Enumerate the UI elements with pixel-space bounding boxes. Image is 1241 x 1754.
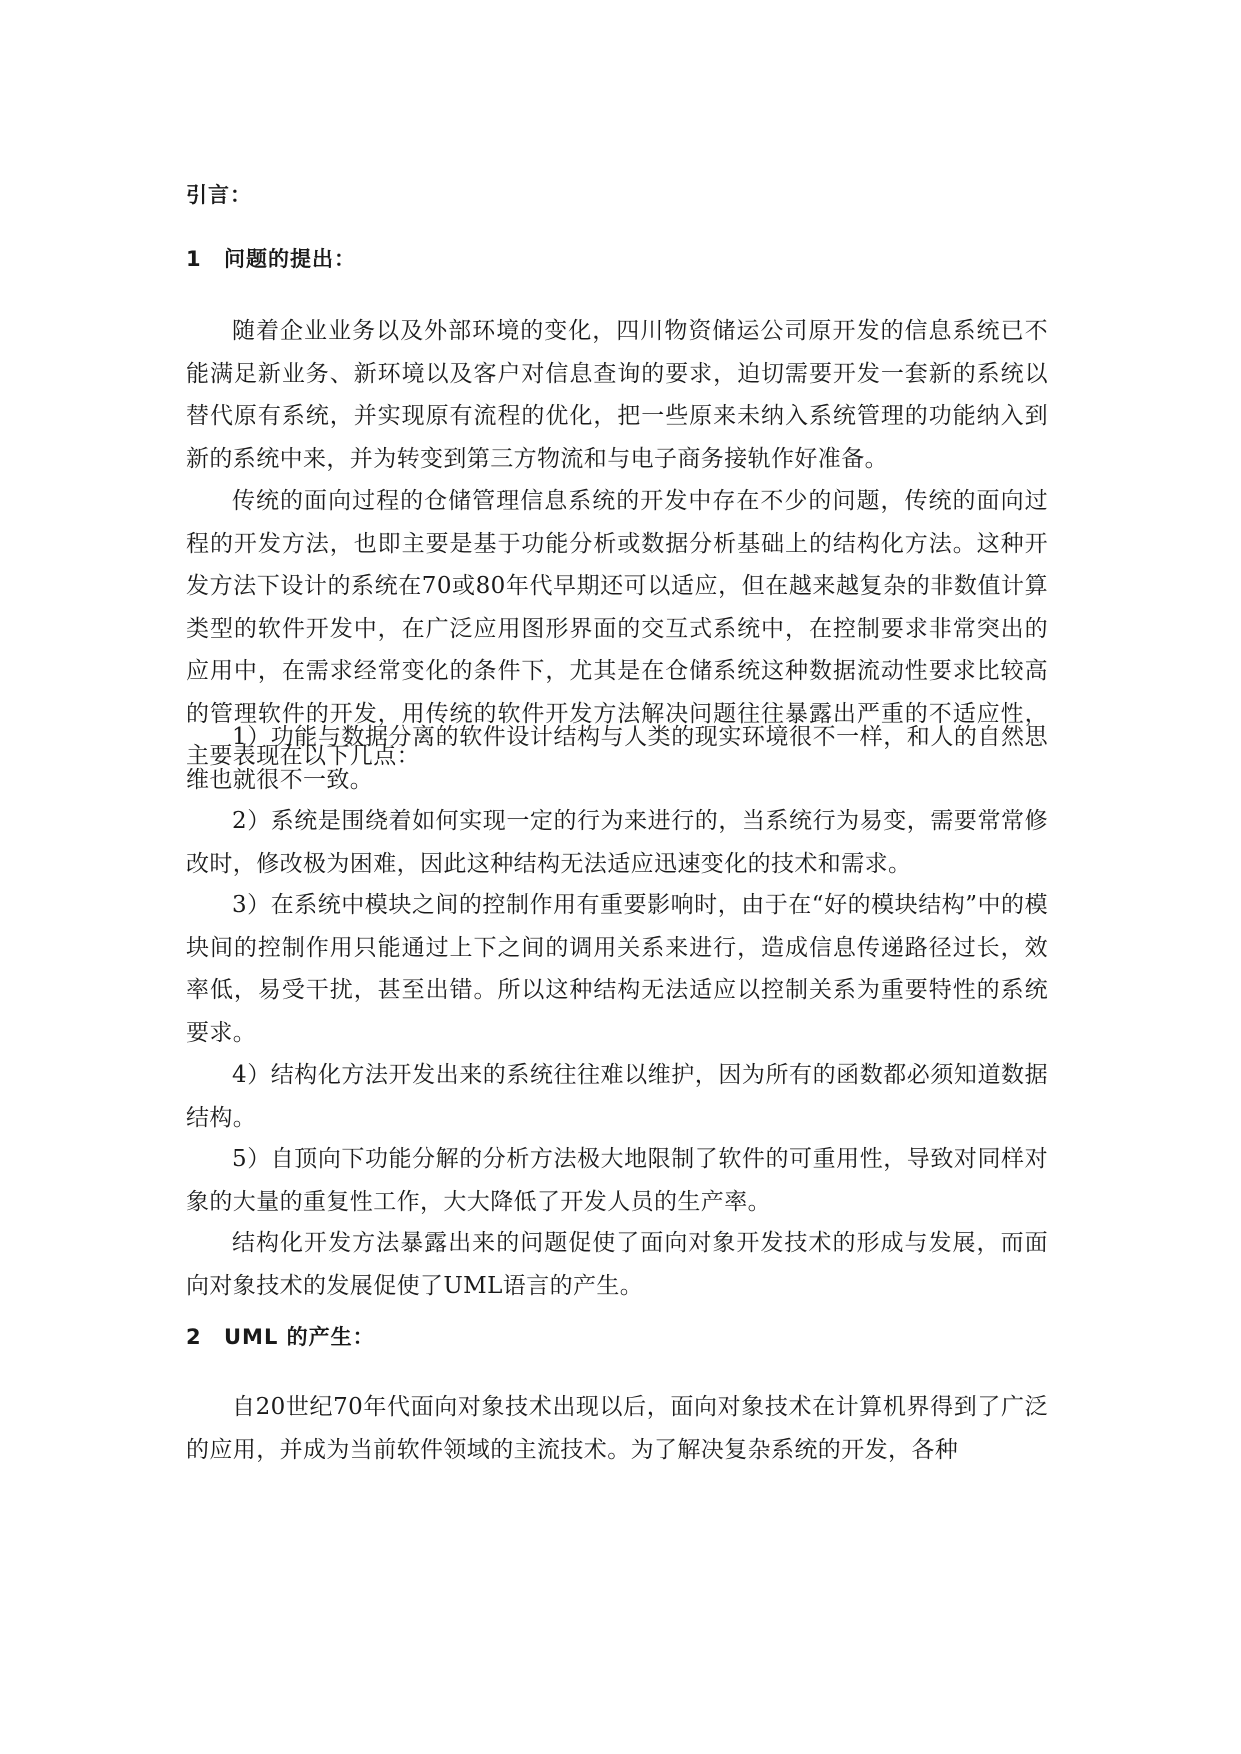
paragraph-point-3: 3）在系统中模块之间的控制作用有重要影响时，由于在“好的模块结构”中的模块间的控制作用只能通过上下之间的调用关系来进行，造成信息传递路径过长，效率低，易受干扰，甚至出错。所以这种结构无法适应以控制关系为重要特性的系统要求。 (186, 892, 1048, 1046)
paragraph-point-4: 4）结构化方法开发出来的系统往往难以维护，因为所有的函数都必须知道数据结构。 (186, 1062, 1048, 1131)
paragraph-uml-origin: 自20世纪70年代面向对象技术出现以后，面向对象技术在计算机界得到了广泛的应用，并成为当前软件领域的主流技术。为了解决复杂系统的开发，各种 (186, 1394, 1048, 1463)
section-1-number: 1 (186, 247, 202, 271)
paragraph-point-5: 5）自顶向下功能分解的分析方法极大地限制了软件的可重用性，导致对同样对象的大量的重复性工作，大大降低了开发人员的生产率。 (186, 1146, 1048, 1215)
paragraph-conclusion: 结构化开发方法暴露出来的问题促使了面向对象开发技术的形成与发展，而面向对象技术的发展促使了UML语言的产生。 (186, 1230, 1048, 1299)
paragraph-point-1: 1）功能与数据分离的软件设计结构与人类的现实环境很不一样，和人的自然思维也就很不一致。 (186, 724, 1048, 793)
section-1-heading (186, 244, 356, 274)
section-2-heading (186, 1322, 375, 1352)
paragraph-traditional-methods: 传统的面向过程的仓储管理信息系统的开发中存在不少的问题，传统的面向过程的开发方法，也即主要是基于功能分析或数据分析基础上的结构化方法。这种开发方法下设计的系统在70或80年代早期还可以适应，但在越来越复杂的非数值计算类型的软件开发中，在广泛应用图形界面的交互式系统中，在控制要求非常突出的应用中，在需求经常变化的条件下，尤其是在仓储系统这种数据流动性要求比较高的管理软件的开发，用传统的软件开发方法解决问题往往暴露出严重的不适应性，主要表现在以下几点： (186, 488, 1048, 769)
intro-heading: 引言： (186, 183, 252, 207)
section-2-title: UML 的产生： (224, 1325, 375, 1349)
paragraph-intro-background: 随着企业业务以及外部环境的变化，四川物资储运公司原开发的信息系统已不能满足新业务、新环境以及客户对信息查询的要求，迫切需要开发一套新的系统以替代原有系统，并实现原有流程的优化，把一些原来未纳入系统管理的功能纳入到新的系统中来，并为转变到第三方物流和与电子商务接轨作好准备。 (186, 318, 1048, 472)
section-2-number: 2 (186, 1325, 202, 1349)
paragraph-point-2: 2）系统是围绕着如何实现一定的行为来进行的，当系统行为易变，需要常常修改时，修改极为困难，因此这种结构无法适应迅速变化的技术和需求。 (186, 808, 1048, 877)
section-1-title: 问题的提出： (224, 247, 356, 271)
